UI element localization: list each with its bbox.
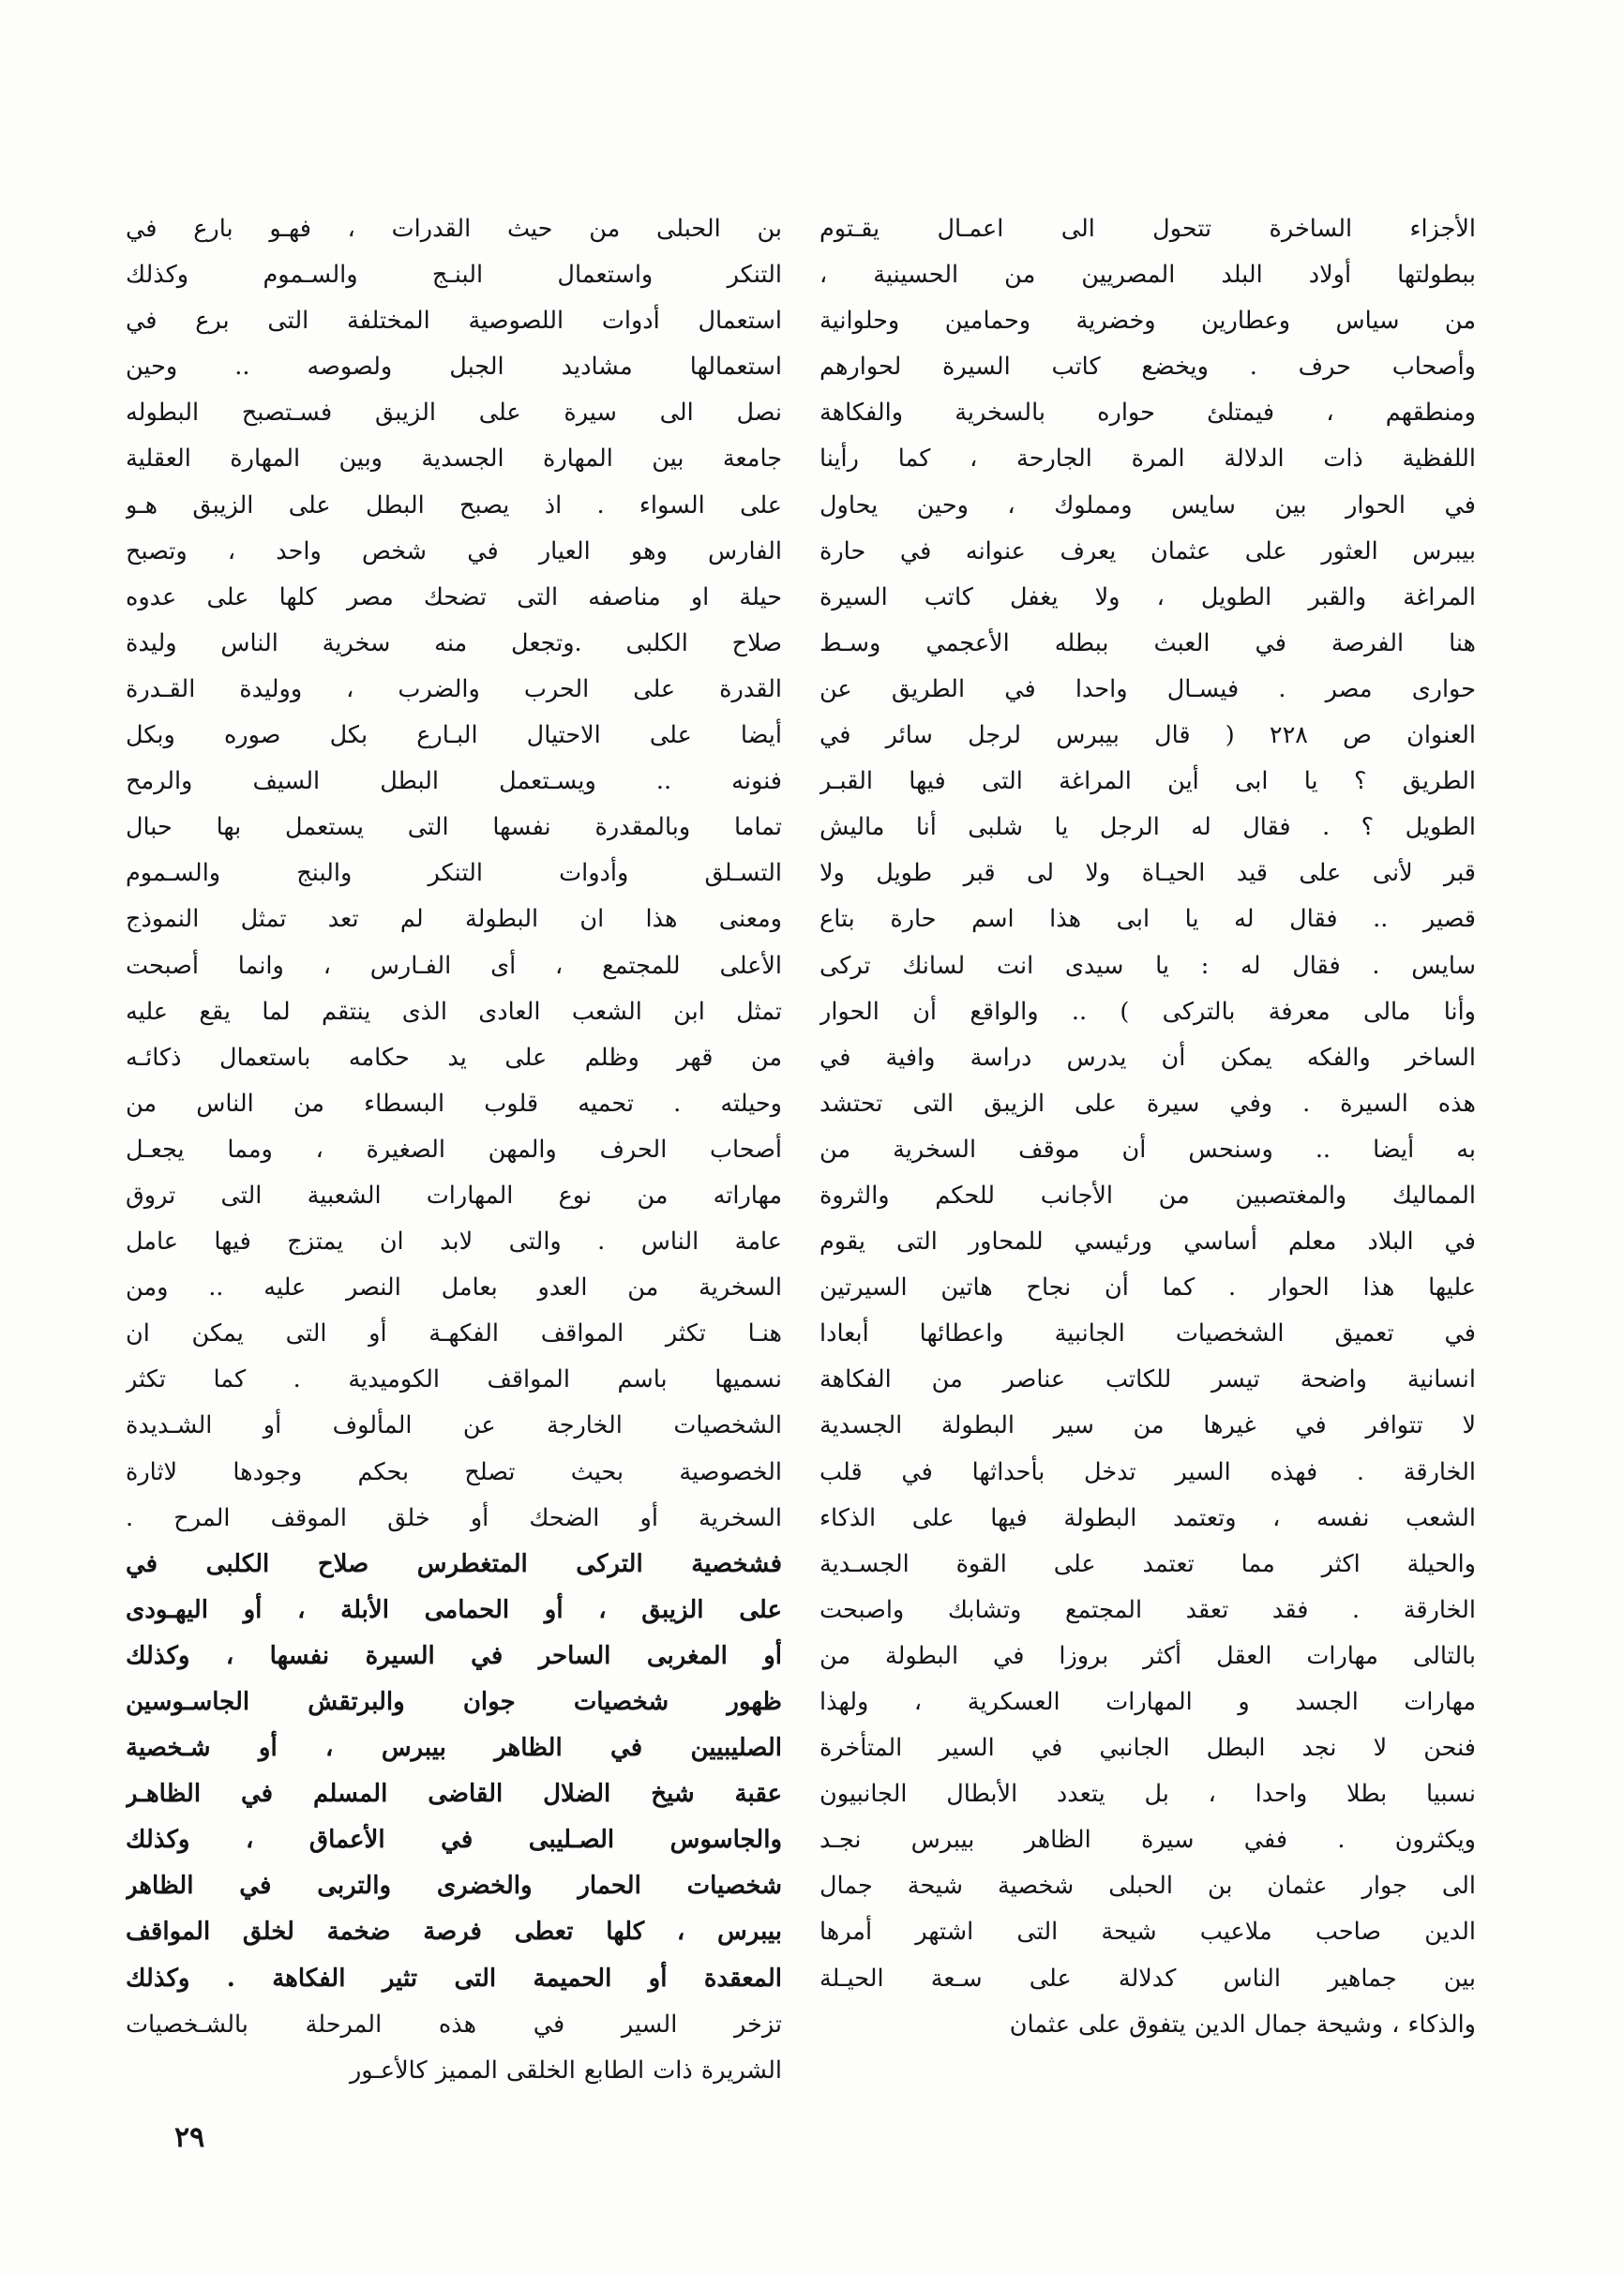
- right-text-column: [820, 206, 1476, 2048]
- text-line: شخصيات الحمار والخضرى والتربى في الظاهر: [126, 1872, 782, 1901]
- text-line: الصليبيين في الظاهر بيبرس ، أو شـخصية: [126, 1734, 782, 1763]
- text-line: والحيلة اكثر مما تعتمد على القوة الجسـدية: [820, 1549, 1476, 1578]
- text-line: الشخصيات الخارجة عن المألوف أو الشـديدة: [126, 1411, 782, 1440]
- text-line: في تعميق الشخصيات الجانبية واعطائها أبعادا: [820, 1319, 1476, 1348]
- page-number: ٢٩: [174, 2121, 205, 2154]
- text-line: والذكاء ، وشيحة جمال الدين يتفوق على عثمان: [1009, 2010, 1476, 2039]
- text-line: السخرية من العدو بعامل النصر عليه .. ومن: [126, 1273, 782, 1303]
- text-line: ومعنى هذا ان البطولة لم تعد تمثل النموذج: [126, 905, 782, 934]
- text-line: الأجزاء الساخرة تتحول الى اعمـال يقـتوم: [820, 215, 1476, 243]
- text-line: الخارقة . فقد تعقد المجتمع وتشابك واصبحت: [820, 1595, 1476, 1624]
- text-line: التنكر واستعمال البنـج والسـموم وكذلك: [126, 261, 782, 290]
- text-line: ويكثرون . ففي سيرة الظاهر بيبرس نجـد: [820, 1826, 1476, 1855]
- text-line: ومنطقهم ، فيمتلئ حواره بالسخرية والفكاهة: [820, 399, 1476, 428]
- text-line: سايس . فقال له : يا سيدى انت لسانك تركى: [820, 951, 1476, 980]
- text-line: أيضا على الاحتيال البـارع بكل صوره وبكل: [126, 721, 782, 750]
- text-line: أصحاب الحرف والمهن الصغيرة ، ومما يجعـل: [126, 1135, 782, 1164]
- text-line: حوارى مصر . فيسـال واحدا في الطريق عن: [820, 674, 1476, 703]
- text-line: مهارات الجسد و المهارات العسكرية ، ولهذا: [820, 1688, 1476, 1716]
- text-line: مهاراته من نوع المهارات الشعبية التى تروق: [126, 1181, 782, 1210]
- text-line: ظهور شخصيات جوان والبرتقش الجاسـوسين: [126, 1688, 782, 1716]
- text-line: الدين صاحب ملاعيب شيحة التى اشتهر أمرها: [820, 1918, 1476, 1947]
- text-line: بين جماهير الناس كدلالة على سـعة الحيـلة: [820, 1964, 1476, 1993]
- text-line: من قهر وظلم على يد حكامه باستعمال ذكائـه: [126, 1043, 782, 1072]
- left-text-column: [126, 206, 782, 2094]
- text-line: الطريق ؟ يا ابى أين المراغة التى فيها القبـر: [820, 767, 1476, 796]
- text-line: به أيضا .. وسنحس أن موقف السخرية من: [820, 1135, 1476, 1164]
- text-line: في الحوار بين سايس ومملوك ، وحين يحاول: [820, 490, 1476, 520]
- text-line: نسبيا بطلا واحدا ، بل يتعدد الأبطال الجانبيون: [820, 1780, 1476, 1809]
- text-line: على الزيبق ، أو الحمامى الأبلة ، أو اليهـودى: [126, 1595, 782, 1624]
- text-line: عامة الناس . والتى لابد ان يمتزج فيها عامل: [126, 1227, 782, 1257]
- text-line: أو المغربى الساحر في السيرة نفسها ، وكذلك: [126, 1641, 782, 1670]
- text-line: الأعلى للمجتمع ، أى الفـارس ، وانما أصبحت: [126, 951, 782, 980]
- text-line: عقبة شيخ الضلال القاضى المسلم في الظاهـر: [126, 1780, 782, 1809]
- text-line: عليها هذا الحوار . كما أن نجاح هاتين السيرتين: [820, 1273, 1476, 1303]
- text-line: جامعة بين المهارة الجسدية وبين المهارة العقلية: [126, 444, 782, 474]
- text-line: هنـا تكثر المواقف الفكهـة أو التى يمكن ان: [126, 1319, 782, 1348]
- text-line: وحيلته . تحميه قلوب البسطاء من الناس من: [126, 1089, 782, 1118]
- text-line: فشخصية التركى المتغطرس صلاح الكلبى في: [126, 1549, 782, 1578]
- text-line: هذه السيرة . وفي سيرة على الزيبق التى تحتشد: [820, 1089, 1476, 1118]
- text-line: نصل الى سيرة على الزيبق فسـتصبح البطوله: [126, 399, 782, 428]
- text-line: وأنا مالى معرفة بالتركى ) .. والواقع أن الحوار: [820, 997, 1476, 1026]
- text-line: استعمالها مشاديد الجبل ولصوصه .. وحين: [126, 353, 782, 382]
- text-line: فنونه .. ويسـتعمل البطل السيف والرمح: [126, 767, 782, 796]
- text-line: قصير .. فقال له يا ابى هذا اسم حارة بتاع: [820, 905, 1476, 934]
- text-line: قبر لأنى على قيد الحيـاة ولا لى قبر طويل ولا: [820, 859, 1476, 888]
- text-line: فنحن لا نجد البطل الجانبي في السير المتأخرة: [820, 1734, 1476, 1763]
- text-line: القدرة على الحرب والضرب ، ووليدة القـدرة: [126, 674, 782, 703]
- text-line: استعمال أدوات اللصوصية المختلفة التى برع في: [126, 307, 782, 336]
- text-line: من سياس وعطارين وخضرية وحمامين وحلوانية: [820, 307, 1476, 336]
- text-line: نسميها باسم المواقف الكوميدية . كما تكثر: [126, 1365, 782, 1394]
- text-line: اللفظية ذات الدلالة المرة الجارحة ، كما رأينا: [820, 444, 1476, 474]
- text-line: الى جوار عثمان بن الحبلى شخصية شيحة جمال: [820, 1872, 1476, 1901]
- text-line: المماليك والمغتصبين من الأجانب للحكم والثروة: [820, 1181, 1476, 1210]
- text-line: الشعب نفسه ، وتعتمد البطولة فيها على الذكاء: [820, 1503, 1476, 1532]
- text-line: الخارقة . فهذه السير تدخل بأحداثها في قلب: [820, 1457, 1476, 1486]
- text-line: التسـلق وأدوات التنكر والبنج والسـموم: [126, 859, 782, 888]
- text-line: انسانية واضحة تيسر للكاتب عناصر من الفكاهة: [820, 1365, 1476, 1394]
- text-line: لا تتوافر في غيرها من سير البطولة الجسدية: [820, 1411, 1476, 1440]
- text-line: صلاح الكلبى .وتجعل منه سخرية الناس وليدة: [126, 628, 782, 657]
- text-line: الساخر والفكه يمكن أن يدرس دراسة وافية في: [820, 1043, 1476, 1072]
- text-line: بالتالى مهارات العقل أكثر بروزا في البطولة من: [820, 1641, 1476, 1670]
- text-line: تزخر السير في هذه المرحلة بالشـخصيات: [126, 2010, 782, 2039]
- text-line: ببطولتها أولاد البلد المصريين من الحسينية ،: [820, 261, 1476, 290]
- text-line: حيلة او مناصفه التى تضحك مصر كلها على عدوه: [126, 582, 782, 611]
- text-line: الفارس وهو العيار في شخص واحد ، وتصبح: [126, 536, 782, 565]
- text-line: بيبرس ، كلها تعطى فرصة ضخمة لخلق المواقف: [126, 1918, 782, 1947]
- text-line: المراغة والقبر الطويل ، ولا يغفل كاتب السيرة: [820, 582, 1476, 611]
- text-line: تمثل ابن الشعب العادى الذى ينتقم لما يقع عليه: [126, 997, 782, 1026]
- text-line: في البلاد معلم أساسي ورئيسي للمحاور التى يقوم: [820, 1227, 1476, 1257]
- text-line: بيبرس العثور على عثمان يعرف عنوانه في حارة: [820, 536, 1476, 565]
- text-line: هنا الفرصة في العبث ببطله الأعجمي وسـط: [820, 628, 1476, 657]
- text-line: السخرية أو الضحك أو خلق الموقف المرح .: [126, 1503, 782, 1532]
- text-line: على السواء . اذ يصبح البطل على الزيبق هـو: [126, 490, 782, 520]
- text-line: الخصوصية بحيث تصلح بحكم وجودها لاثارة: [126, 1457, 782, 1486]
- text-line: المعقدة أو الحميمة التى تثير الفكاهة . وكذلك: [126, 1964, 782, 1993]
- text-line: الشريرة ذات الطابع الخلقى المميز كالأعـور: [349, 2056, 782, 2085]
- text-line: تماما وبالمقدرة نفسها التى يستعمل بها حبال: [126, 813, 782, 842]
- text-line: بن الحبلى من حيث القدرات ، فهـو بارع في: [126, 215, 782, 243]
- text-line: وأصحاب حرف . ويخضع كاتب السيرة لحوارهم: [820, 353, 1476, 382]
- text-line: العنوان ص ٢٢٨ ( قال بيبرس لرجل سائر في: [820, 721, 1476, 750]
- text-line: الطويل ؟ . فقال له الرجل يا شلبى أنا ماليش: [820, 813, 1476, 842]
- text-line: والجاسوس الصـليبى في الأعماق ، وكذلك: [126, 1826, 782, 1855]
